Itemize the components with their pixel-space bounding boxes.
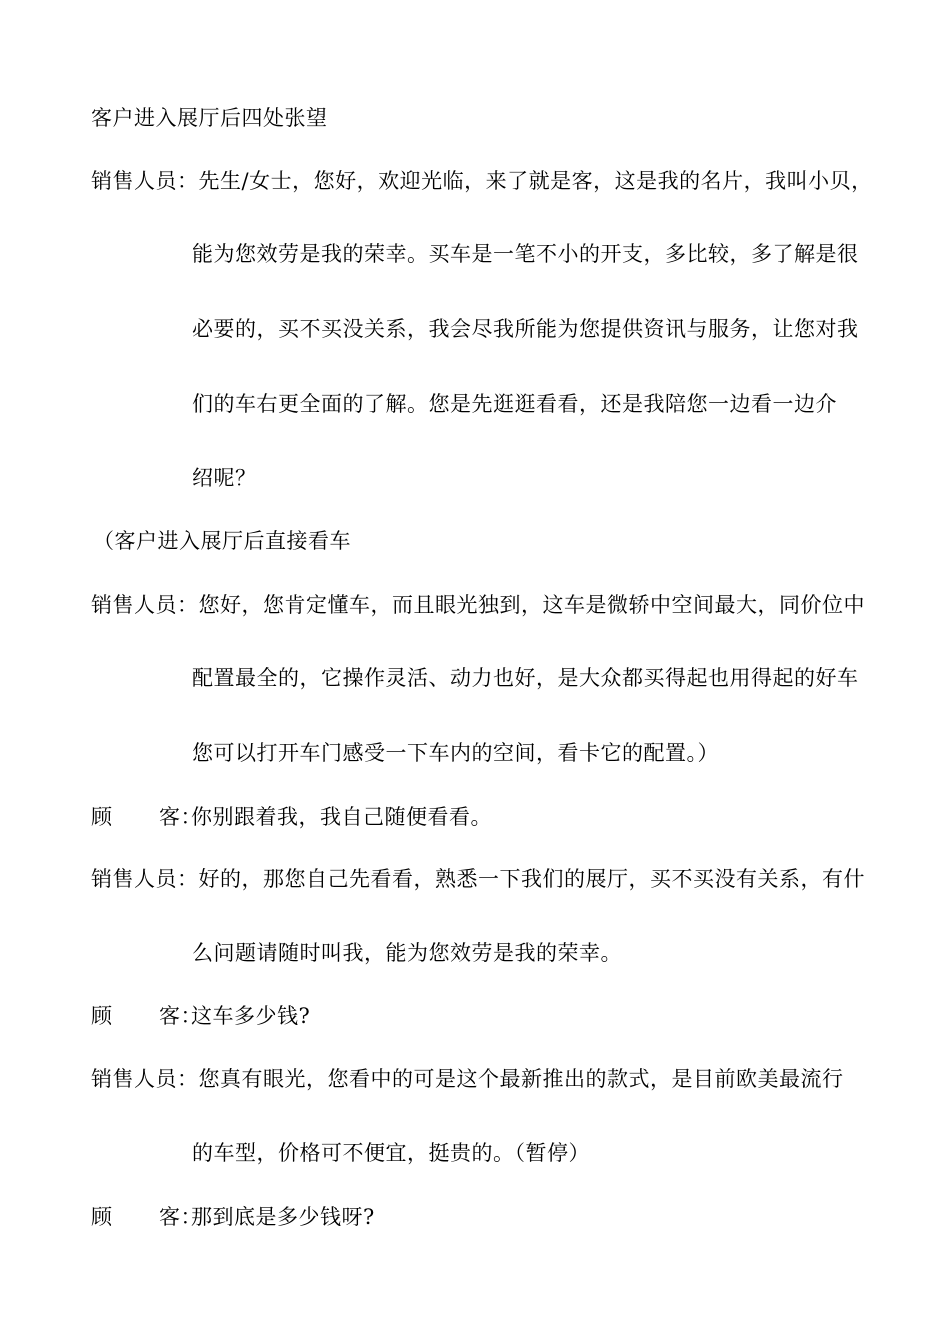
dialogue-text: 您真有眼光，您看中的可是这个最新推出的款式，是目前欧美最流行 [198, 1067, 844, 1091]
dialogue-continuation [192, 387, 872, 421]
dialogue-text: 那到底是多少钱呀? [191, 1205, 375, 1229]
dialogue-text: 能为您效劳是我的荣幸。买车是一笔不小的开支，多比较，多了解是很 [192, 242, 859, 266]
dialogue-continuation [192, 736, 872, 770]
dialogue-text: 这车多少钱? [191, 1004, 311, 1028]
dialogue-text: 您可以打开车门感受一下车内的空间，看卡它的配置。） [192, 741, 719, 765]
dialogue-text: 好的，那您自己先看看，熟悉一下我们的展厅，买不买没有关系，有什 [198, 867, 865, 891]
dialogue-line-customer [91, 800, 871, 834]
dialogue-line-customer [91, 999, 871, 1033]
dialogue-text: 先生/女士，您好，欢迎光临，来了就是客，这是我的名片，我叫小贝， [198, 169, 873, 193]
dialogue-text: 们的车右更全面的了解。您是先逛逛看看，还是我陪您一边看一边介 [192, 392, 837, 416]
dialogue-line-salesperson [91, 1062, 871, 1096]
speaker-label: 顾 客： [91, 805, 202, 829]
dialogue-text: 配置最全的，它操作灵活、动力也好，是大众都买得起也用得起的好车 [192, 666, 859, 690]
speaker-label: 顾 客： [91, 1205, 202, 1229]
scene-note-text: 客户进入展厅后四处张望 [91, 106, 328, 130]
dialogue-text: 么问题请随时叫我，能为您效劳是我的荣幸。 [192, 941, 622, 965]
speaker-label: 销售人员： [91, 1067, 199, 1091]
dialogue-line-salesperson [91, 862, 871, 896]
dialogue-line-salesperson [91, 588, 871, 622]
dialogue-text: 你别跟着我，我自己随便看看。 [191, 805, 492, 829]
speaker-label: 销售人员： [91, 593, 199, 617]
dialogue-text: 必要的，买不买没关系，我会尽我所能为您提供资讯与服务，让您对我 [192, 317, 859, 341]
dialogue-continuation [192, 237, 872, 271]
dialogue-line-customer [91, 1200, 871, 1234]
dialogue-continuation [192, 461, 872, 495]
dialogue-text: 的车型，价格可不便宜，挺贵的。（暂停） [192, 1141, 590, 1165]
dialogue-text: 您好，您肯定懂车，而且眼光独到，这车是微轿中空间最大，同价位中 [198, 593, 865, 617]
dialogue-continuation [192, 936, 872, 970]
scene-note-browsing [91, 101, 871, 135]
speaker-label: 销售人员： [91, 169, 199, 193]
scene-note-direct-look [93, 524, 873, 558]
scene-note-text: （客户进入展厅后直接看车 [93, 529, 351, 553]
dialogue-line-salesperson [91, 164, 871, 198]
dialogue-continuation [192, 661, 872, 695]
speaker-label: 销售人员： [91, 867, 199, 891]
dialogue-text: 绍呢？ [192, 466, 257, 490]
dialogue-continuation [192, 312, 872, 346]
dialogue-continuation [192, 1136, 872, 1170]
speaker-label: 顾 客： [91, 1004, 202, 1028]
